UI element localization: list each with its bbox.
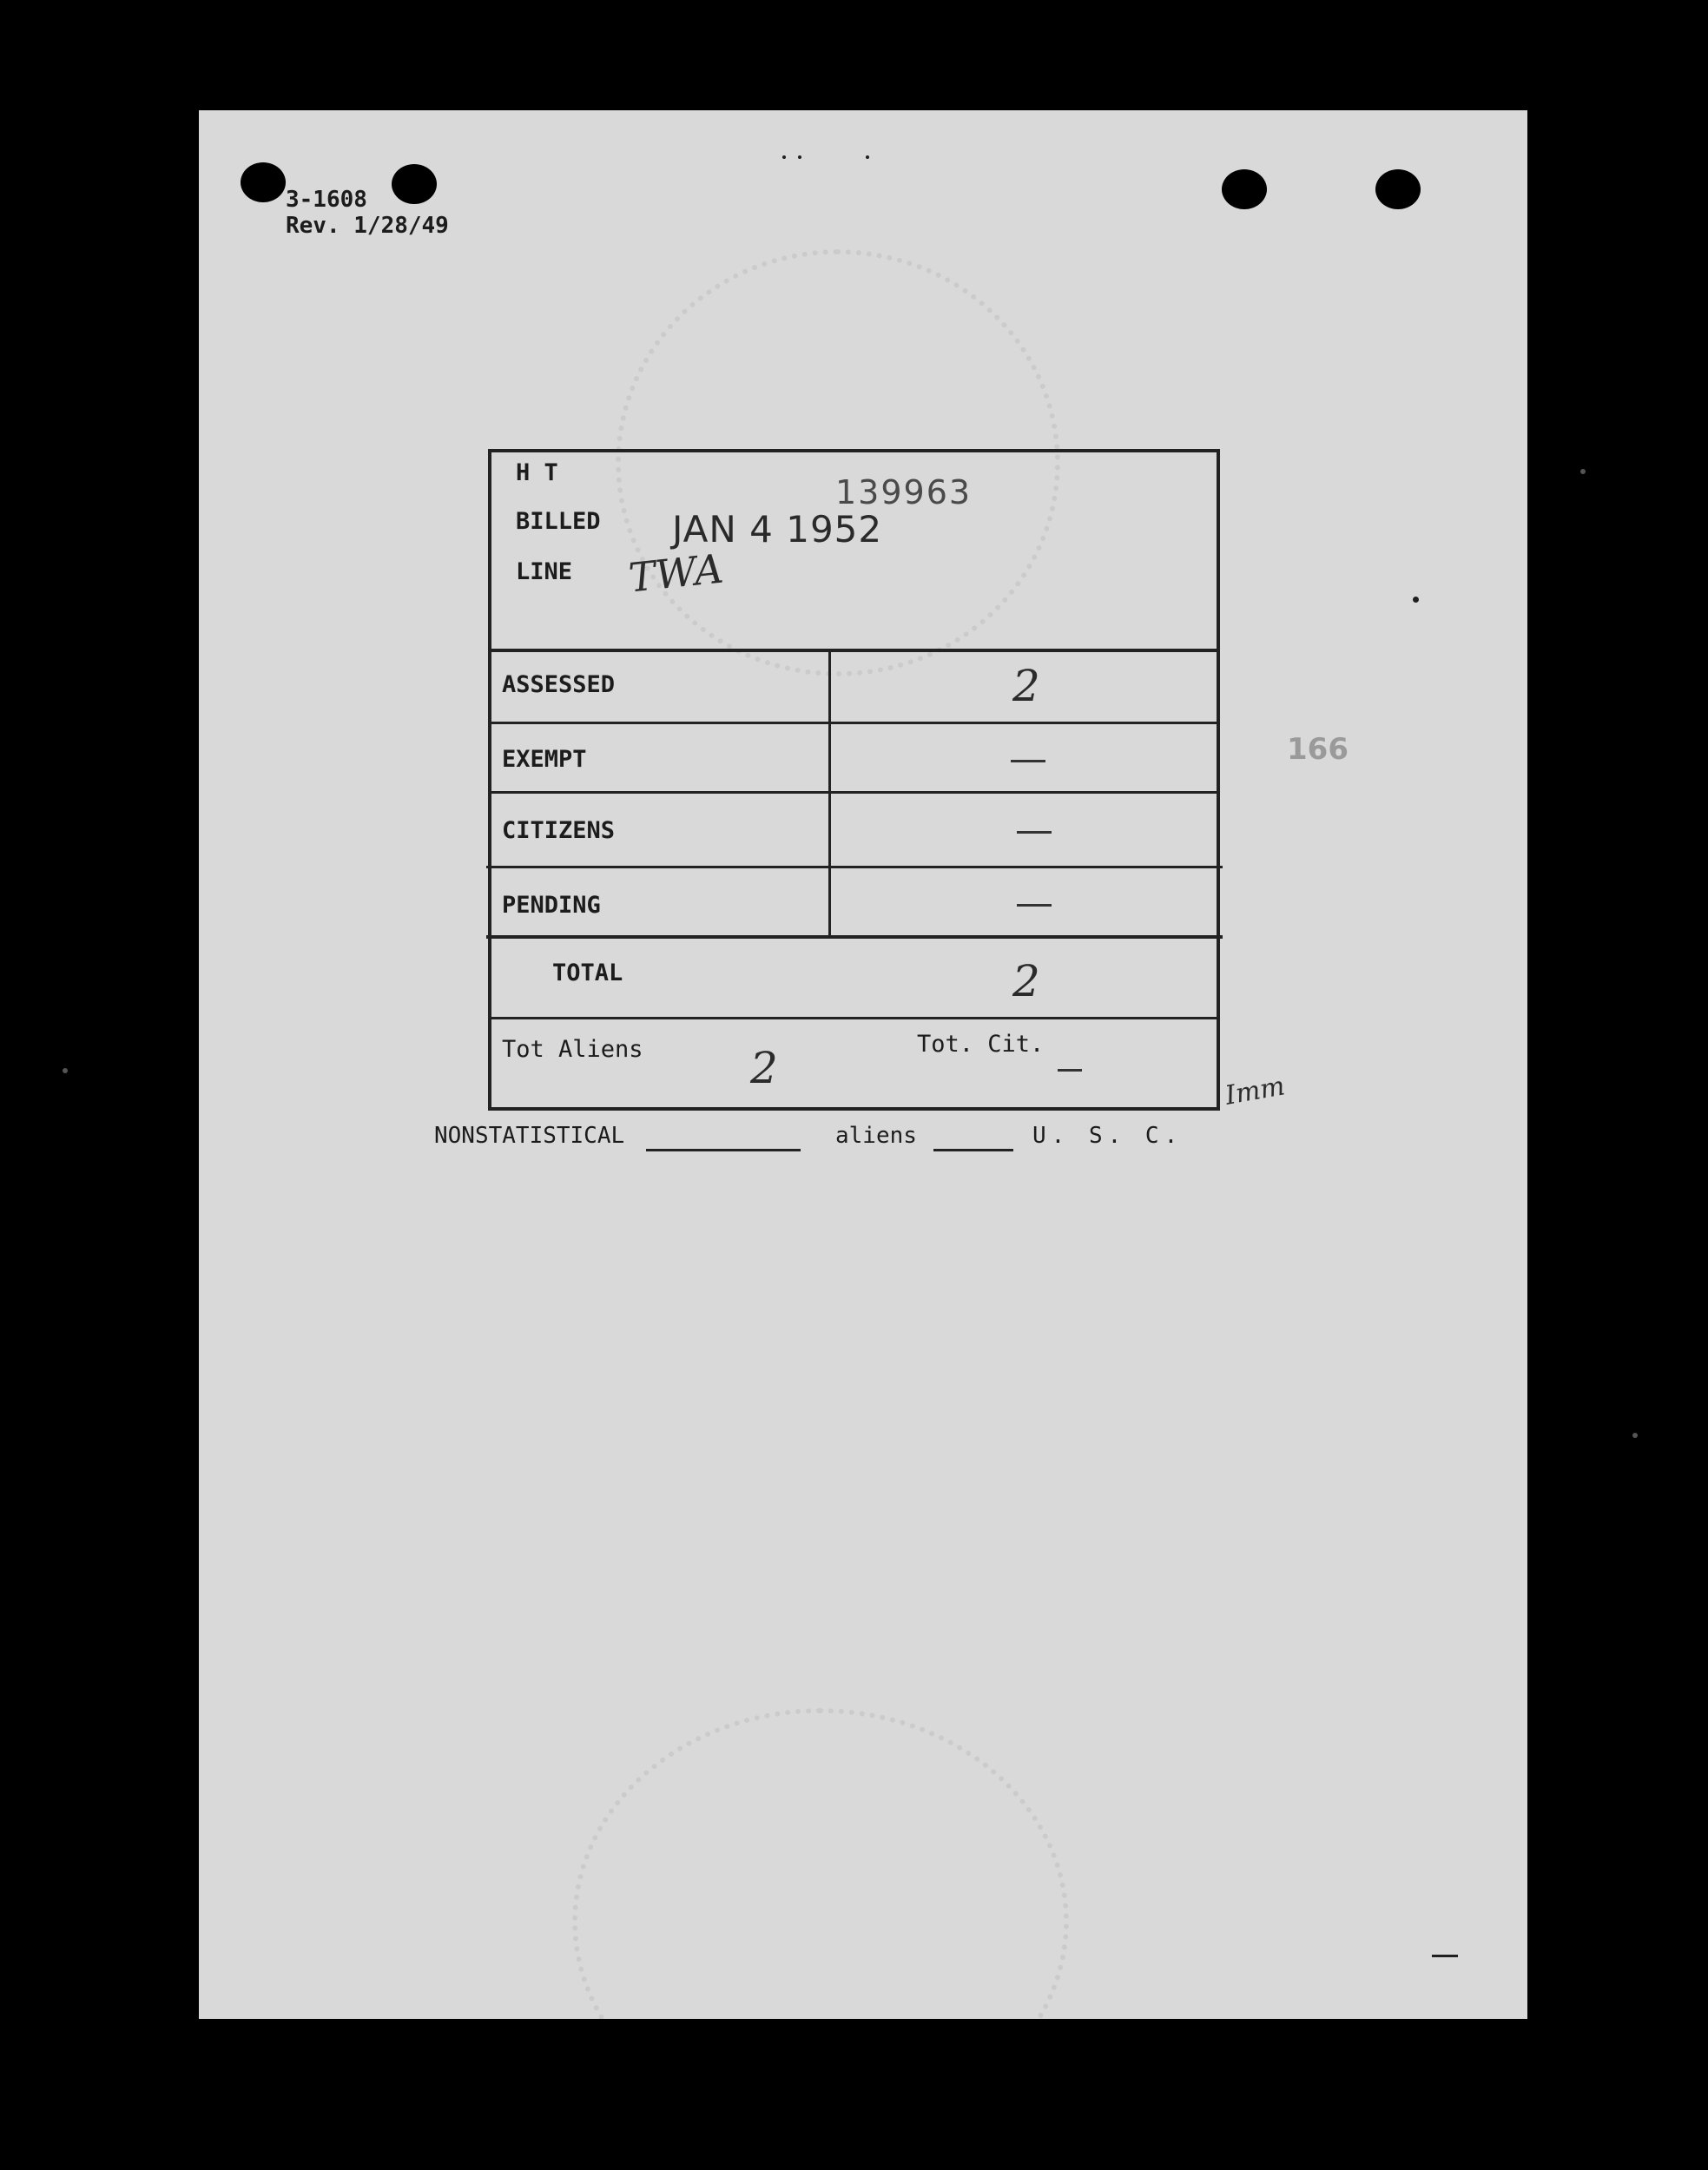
nonstatistical-label: NONSTATISTICAL [434,1123,625,1149]
pending-label: PENDING [502,892,601,919]
billed-label: BILLED [516,508,601,535]
citizens-label: CITIZENS [502,817,616,844]
speck-3 [866,155,869,159]
stamp-date: JAN 4 1952 [672,508,883,551]
rule-exempt [491,791,1217,794]
ht-label: H T [516,459,558,486]
rule-assessed [491,722,1217,724]
aliens-blank [933,1149,1013,1151]
exempt-dash [1011,760,1045,762]
stamp-number: 139963 [835,473,973,511]
border-speck-1 [1580,469,1586,474]
punch-hole-3 [1222,169,1267,209]
speck-5 [1432,1955,1458,1957]
punch-hole-4 [1375,169,1421,209]
rule-vertical-divider [828,649,831,935]
tot-cit-dash [1058,1069,1082,1072]
form-number: 3-1608 [286,187,367,213]
tot-aliens-value: 2 [750,1043,778,1093]
citizens-dash [1017,831,1052,834]
assessed-label: ASSESSED [502,671,616,698]
pending-dash [1017,904,1052,907]
tot-aliens-label: Tot Aliens [502,1036,643,1063]
tot-cit-label: Tot. Cit. [917,1031,1045,1058]
speck-4 [1413,597,1419,603]
assessed-value: 2 [1012,661,1040,711]
line-value-handwritten: TWA [626,544,726,602]
watermark-seal-bottom [572,1708,1069,2019]
border-speck-2 [1632,1433,1638,1438]
paper-sheet [199,110,1527,2019]
punch-hole-1 [241,162,286,202]
margin-number: 166 [1287,732,1349,767]
initials-handwritten: Imm [1223,1071,1288,1111]
speck-1 [782,155,786,159]
usc-label: U. S. C. [1032,1123,1184,1149]
rule-citizens [486,866,1223,868]
total-label: TOTAL [552,960,623,986]
speck-2 [798,155,801,159]
rule-top-section [491,649,1217,652]
line-label: LINE [516,558,573,585]
billing-form-box [488,449,1220,1111]
exempt-label: EXEMPT [502,746,587,773]
nonstatistical-blank [646,1149,801,1151]
aliens-label: aliens [835,1123,917,1149]
rule-total [491,1017,1217,1019]
total-value: 2 [1012,956,1040,1006]
punch-hole-2 [392,164,437,204]
form-revision: Rev. 1/28/49 [286,213,449,239]
rule-pending [486,935,1223,939]
border-speck-3 [63,1068,68,1073]
